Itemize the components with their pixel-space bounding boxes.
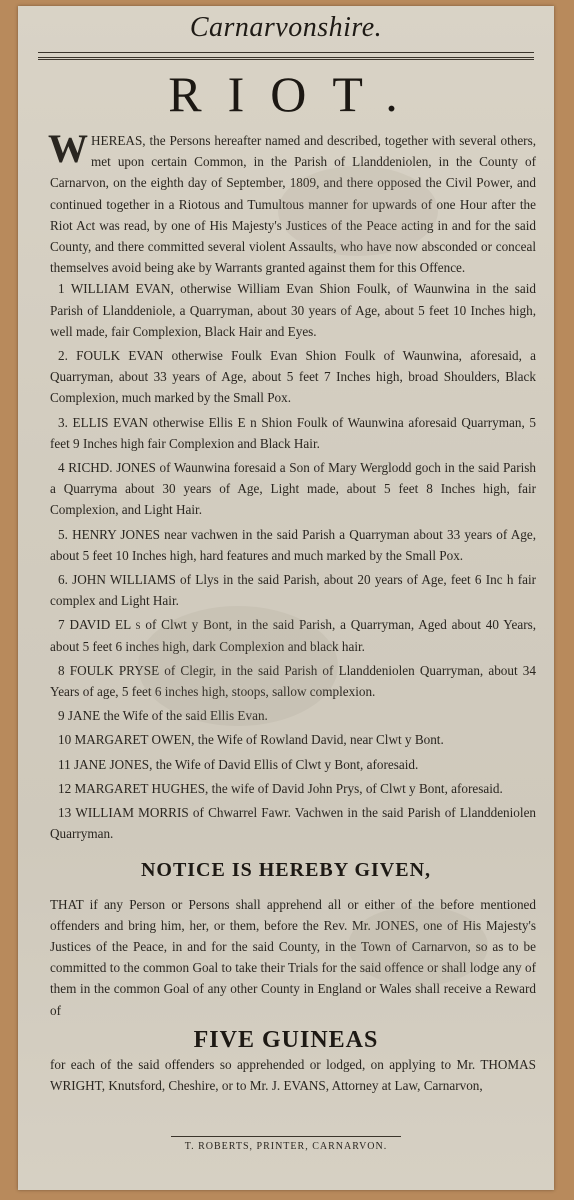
offender-description: otherwise Foulk Evan Shion Foulk of Waunwina, aforesaid, a Quarryman, about 33 years of Age, about 5 feet 7 Inches high, broad Shoulders, Black Complexion, much marked by the Small Pox. (50, 348, 536, 406)
offender-description: of Clegir, in the said Parish of Llanddeniolen Quarryman, about 34 Years of age, 5 feet 6 inches high, stoops, sallow complexion. (50, 662, 536, 700)
offender-number: 6. (58, 572, 68, 588)
riot-poster (18, 6, 554, 1190)
printer-imprint: T. ROBERTS, PRINTER, CARNARVON. (184, 1141, 388, 1153)
printer-rule (171, 1136, 401, 1137)
offender-entry (50, 778, 536, 799)
offender-name: JANE (67, 708, 101, 724)
offender-description: the Wife of the said Ellis Evan. (103, 708, 268, 724)
offender-name: WILLIAM MORRIS (75, 805, 189, 821)
offender-name: FOULK EVAN (76, 348, 164, 364)
offender-entry (50, 729, 536, 750)
offender-number: 1 (58, 281, 65, 297)
offender-description: near vachwen in the said Parish a Quarryman about 33 years of Age, about 5 feet 10 Inches high, hard features and much marked by the Small Pox. (50, 526, 536, 563)
offender-number: 9 (58, 708, 65, 724)
offender-entry (50, 754, 536, 775)
offender-name: JOHN WILLIAMS (72, 572, 176, 588)
offender-description: otherwise Ellis E n Shion Foulk of Waunwina aforesaid Quarryman, 5 feet 9 Inches high fair Complexion and Black Hair. (50, 414, 536, 451)
offender-description: of Llys in the said Parish, about 20 years of Age, feet 6 Inc h fair complex and Light Hair. (50, 572, 536, 609)
notice-body (18, 894, 554, 1021)
offender-entry (50, 705, 536, 726)
offender-description: otherwise William Evan Shion Foulk, of Waunwina in the said Parish of Llanddeniole, a Quarryman, about 30 years of Age, about 5 feet 10 Inches high, well made, fair Complexion, Black Hair and Eyes. (50, 281, 537, 339)
offender-name: ELLIS EVAN (72, 414, 149, 430)
notice-heading: NOTICE IS HEREBY GIVEN, (140, 858, 432, 881)
offender-entry (50, 457, 536, 521)
offender-description: of Waunwina foresaid a Son of Mary Werglodd goch in the said Parish a Quarryma about 30 years of Age, Light made, about 5 feet 8 Inches high, fair Complexion, and Light Hair. (50, 460, 537, 518)
payment-instructions: for each of the said offenders so apprehended or lodged, on applying to Mr. THOMAS WRIGHT, Knutsford, Cheshire, or to Mr. J. EVANS, Attorney at Law, Carnarvon, (50, 1056, 536, 1093)
offender-number: 2. (58, 348, 68, 364)
offender-number: 12 (58, 780, 72, 796)
offender-number: 11 (58, 756, 71, 772)
offender-name: JANE JONES, (74, 756, 153, 772)
offender-entry (50, 614, 536, 656)
double-rule (38, 57, 534, 60)
poster-body (18, 126, 554, 845)
notice-text: THAT if any Person or Persons shall apprehend all or either of the before mentioned offenders and bring him, her, or them, before the Rev. Mr. JONES, one of His Majesty's Justices of the Peace, in and for the said County, in the Town of Carnarvon, so as to be committed to the common Goal to take their Trials for the said offence or shall lodge any of them in the common Goal of any other County in England or Wales shall receive a Reward of (50, 896, 536, 1018)
offender-entry (50, 524, 536, 566)
offender-description: the Wife of David Ellis of Clwt y Bont, aforesaid. (155, 756, 419, 772)
offender-entry (50, 278, 536, 342)
offender-entry (50, 569, 536, 611)
drop-cap: W (48, 126, 88, 171)
offender-description: of Chwarrel Fawr. Vachwen in the said Parish of Llanddeniolen Quarryman. (50, 805, 537, 842)
offender-name: RICHD. JONES (68, 460, 156, 476)
offender-name: HENRY JONES (72, 526, 160, 542)
offender-name: MARGARET OWEN, (74, 732, 195, 748)
offender-name: WILLIAM EVAN, (70, 281, 174, 297)
preamble (48, 126, 536, 278)
offender-number: 3. (58, 414, 68, 430)
offender-number: 10 (58, 732, 72, 748)
offender-name: FOULK PRYSE (69, 662, 160, 678)
preamble-text: HEREAS, the Persons hereafter named and described, together with several others, met upon certain Common, in the Parish of Llanddeniolen, in the County of Carnarvon, on the eighth day of September, 1809, and there opposed the Civil Power, and continued together in a Riotous and Tumultous manner for upwards of one Hour after the Riot Act was read, by one of His Majesty's Justices of the Peace acting in and for the said County, and there committed several violent Assaults, who have now absconded or conceal themselves avoid being ake by Warrants granted against them for this Offence. (50, 133, 536, 276)
offender-name: MARGARET HUGHES, (74, 780, 209, 796)
headline: RIOT. (168, 66, 424, 122)
offender-name: DAVID EL s (69, 617, 141, 633)
reward-amount: FIVE GUINEAS (193, 1026, 379, 1053)
offender-list (50, 278, 536, 844)
offender-number: 8 (58, 662, 65, 678)
offender-description: of Clwt y Bont, in the said Parish, a Quarryman, Aged about 40 Years, about 5 feet 6 inches high, dark Complexion and black hair. (50, 617, 537, 654)
offender-number: 4 (58, 460, 65, 476)
offender-number: 5. (58, 526, 68, 542)
county-title: Carnarvonshire. (189, 12, 383, 43)
top-rule (38, 52, 534, 53)
offender-description: the Wife of Rowland David, near Clwt y Bont. (197, 732, 444, 748)
offender-number: 7 (58, 617, 65, 633)
offender-number: 13 (58, 805, 72, 821)
offender-entry (50, 345, 536, 409)
offender-description: the wife of David John Prys, of Clwt y Bont, aforesaid. (211, 780, 503, 796)
offender-entry (50, 660, 536, 702)
offender-entry (50, 412, 536, 454)
offender-entry (50, 802, 536, 844)
